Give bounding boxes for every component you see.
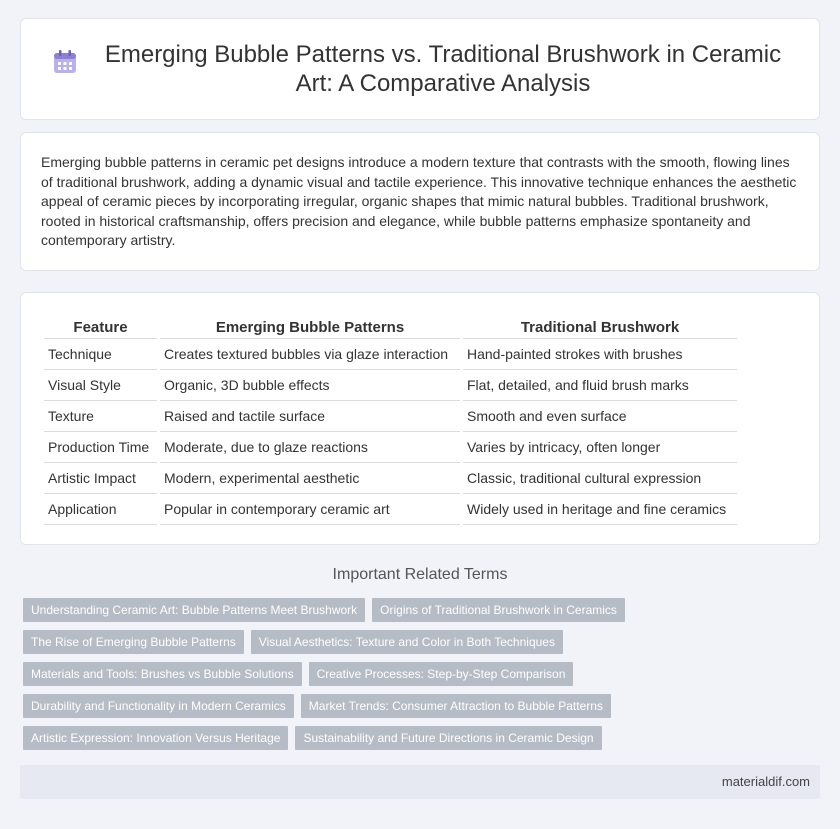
column-header-feature: Feature xyxy=(44,313,157,339)
tag-row xyxy=(23,662,823,686)
tag-row xyxy=(23,630,823,654)
column-header-bubble: Emerging Bubble Patterns xyxy=(160,313,460,339)
table-cell: Varies by intricacy, often longer xyxy=(463,432,737,463)
table-cell: Visual Style xyxy=(44,370,157,401)
related-term-tag[interactable]: Market Trends: Consumer Attraction to Bubble Patterns xyxy=(301,694,611,718)
tag-row xyxy=(23,694,823,718)
table-row xyxy=(44,494,737,525)
related-terms-list xyxy=(23,598,823,758)
table-cell: Hand-painted strokes with brushes xyxy=(463,339,737,370)
table-row xyxy=(44,339,737,370)
header-card xyxy=(20,18,820,120)
related-term-tag[interactable]: The Rise of Emerging Bubble Patterns xyxy=(23,630,244,654)
related-term-tag[interactable]: Creative Processes: Step-by-Step Comparison xyxy=(309,662,574,686)
table-cell: Creates textured bubbles via glaze interaction xyxy=(160,339,460,370)
tag-row xyxy=(23,598,823,622)
table-cell: Artistic Impact xyxy=(44,463,157,494)
related-term-tag[interactable]: Sustainability and Future Directions in Ceramic Design xyxy=(295,726,601,750)
table-cell: Technique xyxy=(44,339,157,370)
table-cell: Texture xyxy=(44,401,157,432)
related-term-tag[interactable]: Artistic Expression: Innovation Versus Heritage xyxy=(23,726,288,750)
table-header-row xyxy=(44,313,737,339)
related-terms-title: Important Related Terms xyxy=(332,566,508,583)
table-row xyxy=(44,463,737,494)
related-term-tag[interactable]: Durability and Functionality in Modern Ceramics xyxy=(23,694,294,718)
table-cell: Application xyxy=(44,494,157,525)
page-title: Emerging Bubble Patterns vs. Traditional Brushwork in Ceramic Art: A Comparative Analysis xyxy=(104,41,782,97)
comparison-table xyxy=(41,313,740,525)
related-term-tag[interactable]: Understanding Ceramic Art: Bubble Patterns Meet Brushwork xyxy=(23,598,365,622)
table-cell: Classic, traditional cultural expression xyxy=(463,463,737,494)
table-cell: Widely used in heritage and fine ceramics xyxy=(463,494,737,525)
tag-row xyxy=(23,726,823,750)
footer xyxy=(20,765,820,799)
table-cell: Smooth and even surface xyxy=(463,401,737,432)
calendar-icon xyxy=(52,49,78,75)
intro-text: Emerging bubble patterns in ceramic pet designs introduce a modern texture that contrasts with the smooth, flowing lines of traditional brushwork, adding a dynamic visual and tactile experience. This innovative technique enhances the aesthetic appeal of ceramic pieces by incorporating irregular, organic shapes that mimic natural bubbles. Traditional brushwork, rooted in historical craftsmanship, offers precision and elegance, while bubble patterns emphasize spontaneity and contemporary artistry. xyxy=(41,154,797,248)
related-term-tag[interactable]: Origins of Traditional Brushwork in Ceramics xyxy=(372,598,625,622)
table-cell: Raised and tactile surface xyxy=(160,401,460,432)
table-row xyxy=(44,432,737,463)
table-cell: Moderate, due to glaze reactions xyxy=(160,432,460,463)
table-cell: Production Time xyxy=(44,432,157,463)
table-row xyxy=(44,401,737,432)
table-cell: Flat, detailed, and fluid brush marks xyxy=(463,370,737,401)
column-header-brushwork: Traditional Brushwork xyxy=(463,313,737,339)
site-link[interactable]: materialdif.com xyxy=(721,774,810,789)
related-term-tag[interactable]: Materials and Tools: Brushes vs Bubble Solutions xyxy=(23,662,302,686)
table-cell: Popular in contemporary ceramic art xyxy=(160,494,460,525)
table-cell: Modern, experimental aesthetic xyxy=(160,463,460,494)
table-cell: Organic, 3D bubble effects xyxy=(160,370,460,401)
intro-card xyxy=(20,132,820,271)
comparison-table-card xyxy=(20,292,820,545)
table-row xyxy=(44,370,737,401)
related-term-tag[interactable]: Visual Aesthetics: Texture and Color in Both Techniques xyxy=(251,630,563,654)
